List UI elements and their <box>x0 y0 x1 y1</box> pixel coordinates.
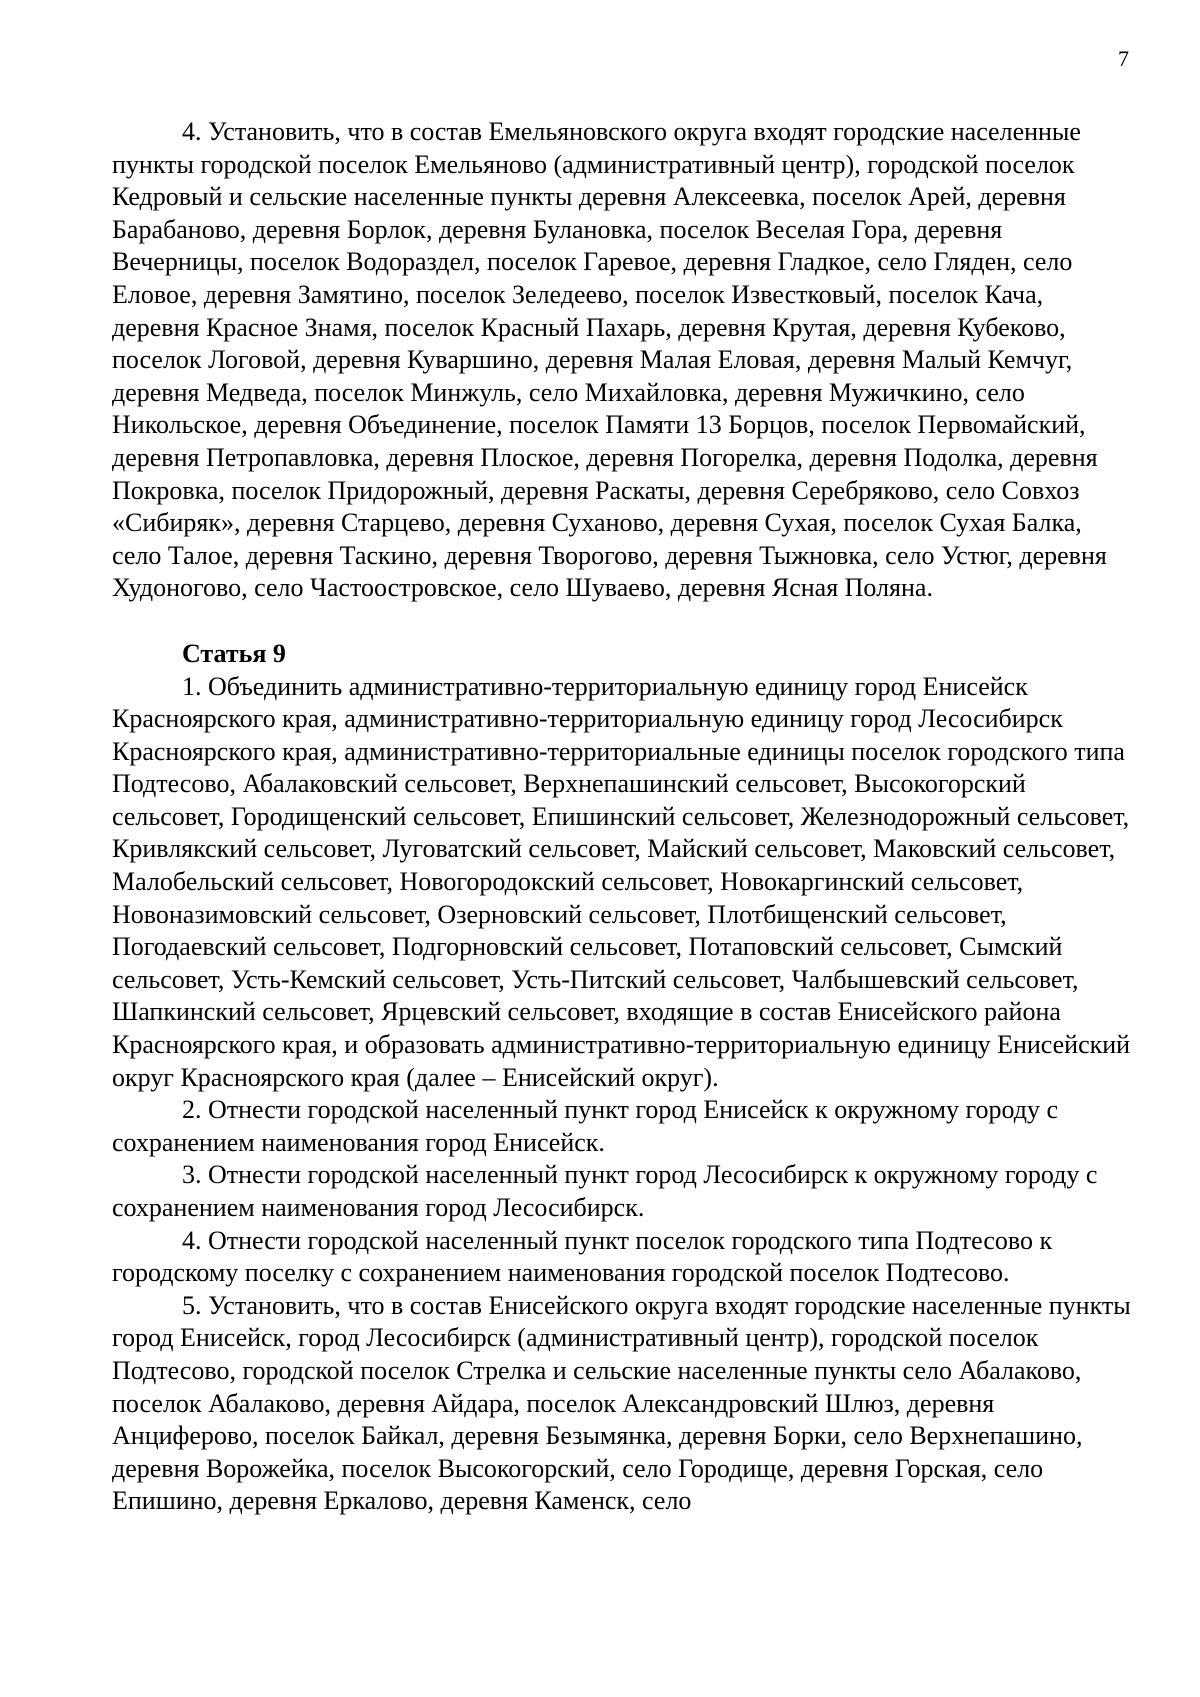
article-9-paragraph-4: 4. Отнести городской населенный пункт поселок городского типа Подтесово к городскому поселку с сохранением наименования городской поселок Подтесово. <box>112 1225 1053 1288</box>
article-9-paragraph-3: 3. Отнести городской населенный пункт город Лесосибирск к окружному городу с сохранением наименования город Лесосибирск. <box>112 1160 1098 1222</box>
article-9-paragraph-2: 2. Отнести городской населенный пункт город Енисейск к окружному городу с сохранением наименования город Енисейск. <box>112 1095 1059 1157</box>
article-9-paragraph-1: 1. Объединить административно-территориальную единицу город Енисейск Красноярского края, административно-территориальную единицу город Лесосибирск Красноярского края, административно-территориальные единицы поселок городского типа Подтесово, Абалаковский сельсовет, Верхнепашинский сельсовет, Высокогорский сельсовет, Городищенский сельсовет, Епишинский сельсовет, Железнодорожный сельсовет, Кривлякский сельсовет, Луговатский сельсовет, Майский сельсовет, Маковский сельсовет, Малобельский сельсовет, Новогородокский сельсовет, Новокаргинский сельсовет, Новоназимовский сельсовет, Озерновский сельсовет, Плотбищенский сельсовет, Погодаевский сельсовет, Подгорновский сельсовет, Потаповский сельсовет, Сымский сельсовет, Усть-Кемский сельсовет, Усть-Питский сельсовет, Чалбышевский сельсовет, Шапкинский сельсовет, Ярцевский сельсовет, входящие в состав Енисейского района Красноярского края, и образовать административно-территориальную единицу Енисейский округ Красноярского края (далее – Енисейский округ). <box>112 671 1131 1092</box>
document-body <box>112 116 1134 1518</box>
article-9-title: Статья 9 <box>182 638 286 668</box>
article-9-paragraph-5: 5. Установить, что в состав Енисейского округа входят городские населенные пункты город Енисейск, город Лесосибирск (административный центр), городской поселок Подтесово, городской поселок Стрелка и сельские населенные пункты село Абалаково, поселок Абалаково, деревня Айдара, поселок Александровский Шлюз, деревня Анциферово, поселок Байкал, деревня Безымянка, деревня Борки, село Верхнепашино, деревня Ворожейка, поселок Высокогорский, село Городище, деревня Горская, село Епишино, деревня Еркалово, деревня Каменск, село <box>112 1290 1131 1516</box>
page-number: 7 <box>1118 46 1129 71</box>
paragraph-emelyanovsky-composition: 4. Установить, что в состав Емельяновского округа входят городские населенные пункты городской поселок Емельяново (административный центр), городской поселок Кедровый и сельские населенные пункты деревня Алексеевка, поселок Арей, деревня Барабаново, деревня Борлок, деревня Булановка, поселок Веселая Гора, деревня Вечерницы, поселок Водораздел, поселок Гаревое, деревня Гладкое, село Гляден, село Еловое, деревня Замятино, поселок Зеледеево, поселок Известковый, поселок Кача, деревня Красное Знамя, поселок Красный Пахарь, деревня Крутая, деревня Кубеково, поселок Логовой, деревня Куваршино, деревня Малая Еловая, деревня Малый Кемчуг, деревня Медведа, поселок Минжуль, село Михайловка, деревня Мужичкино, село Никольское, деревня Объединение, поселок Памяти 13 Борцов, поселок Первомайский, деревня Петропавловка, деревня Плоское, деревня Погорелка, деревня Подолка, деревня Покровка, поселок Придорожный, деревня Раскаты, деревня Серебряково, село Совхоз «Сибиряк», деревня Старцево, деревня Суханово, деревня Сухая, поселок Сухая Балка, село Талое, деревня Таскино, деревня Творогово, деревня Тыжновка, село Устюг, деревня Худоногово, село Частоостровское, село Шуваево, деревня Ясная Поляна. <box>112 117 1107 603</box>
